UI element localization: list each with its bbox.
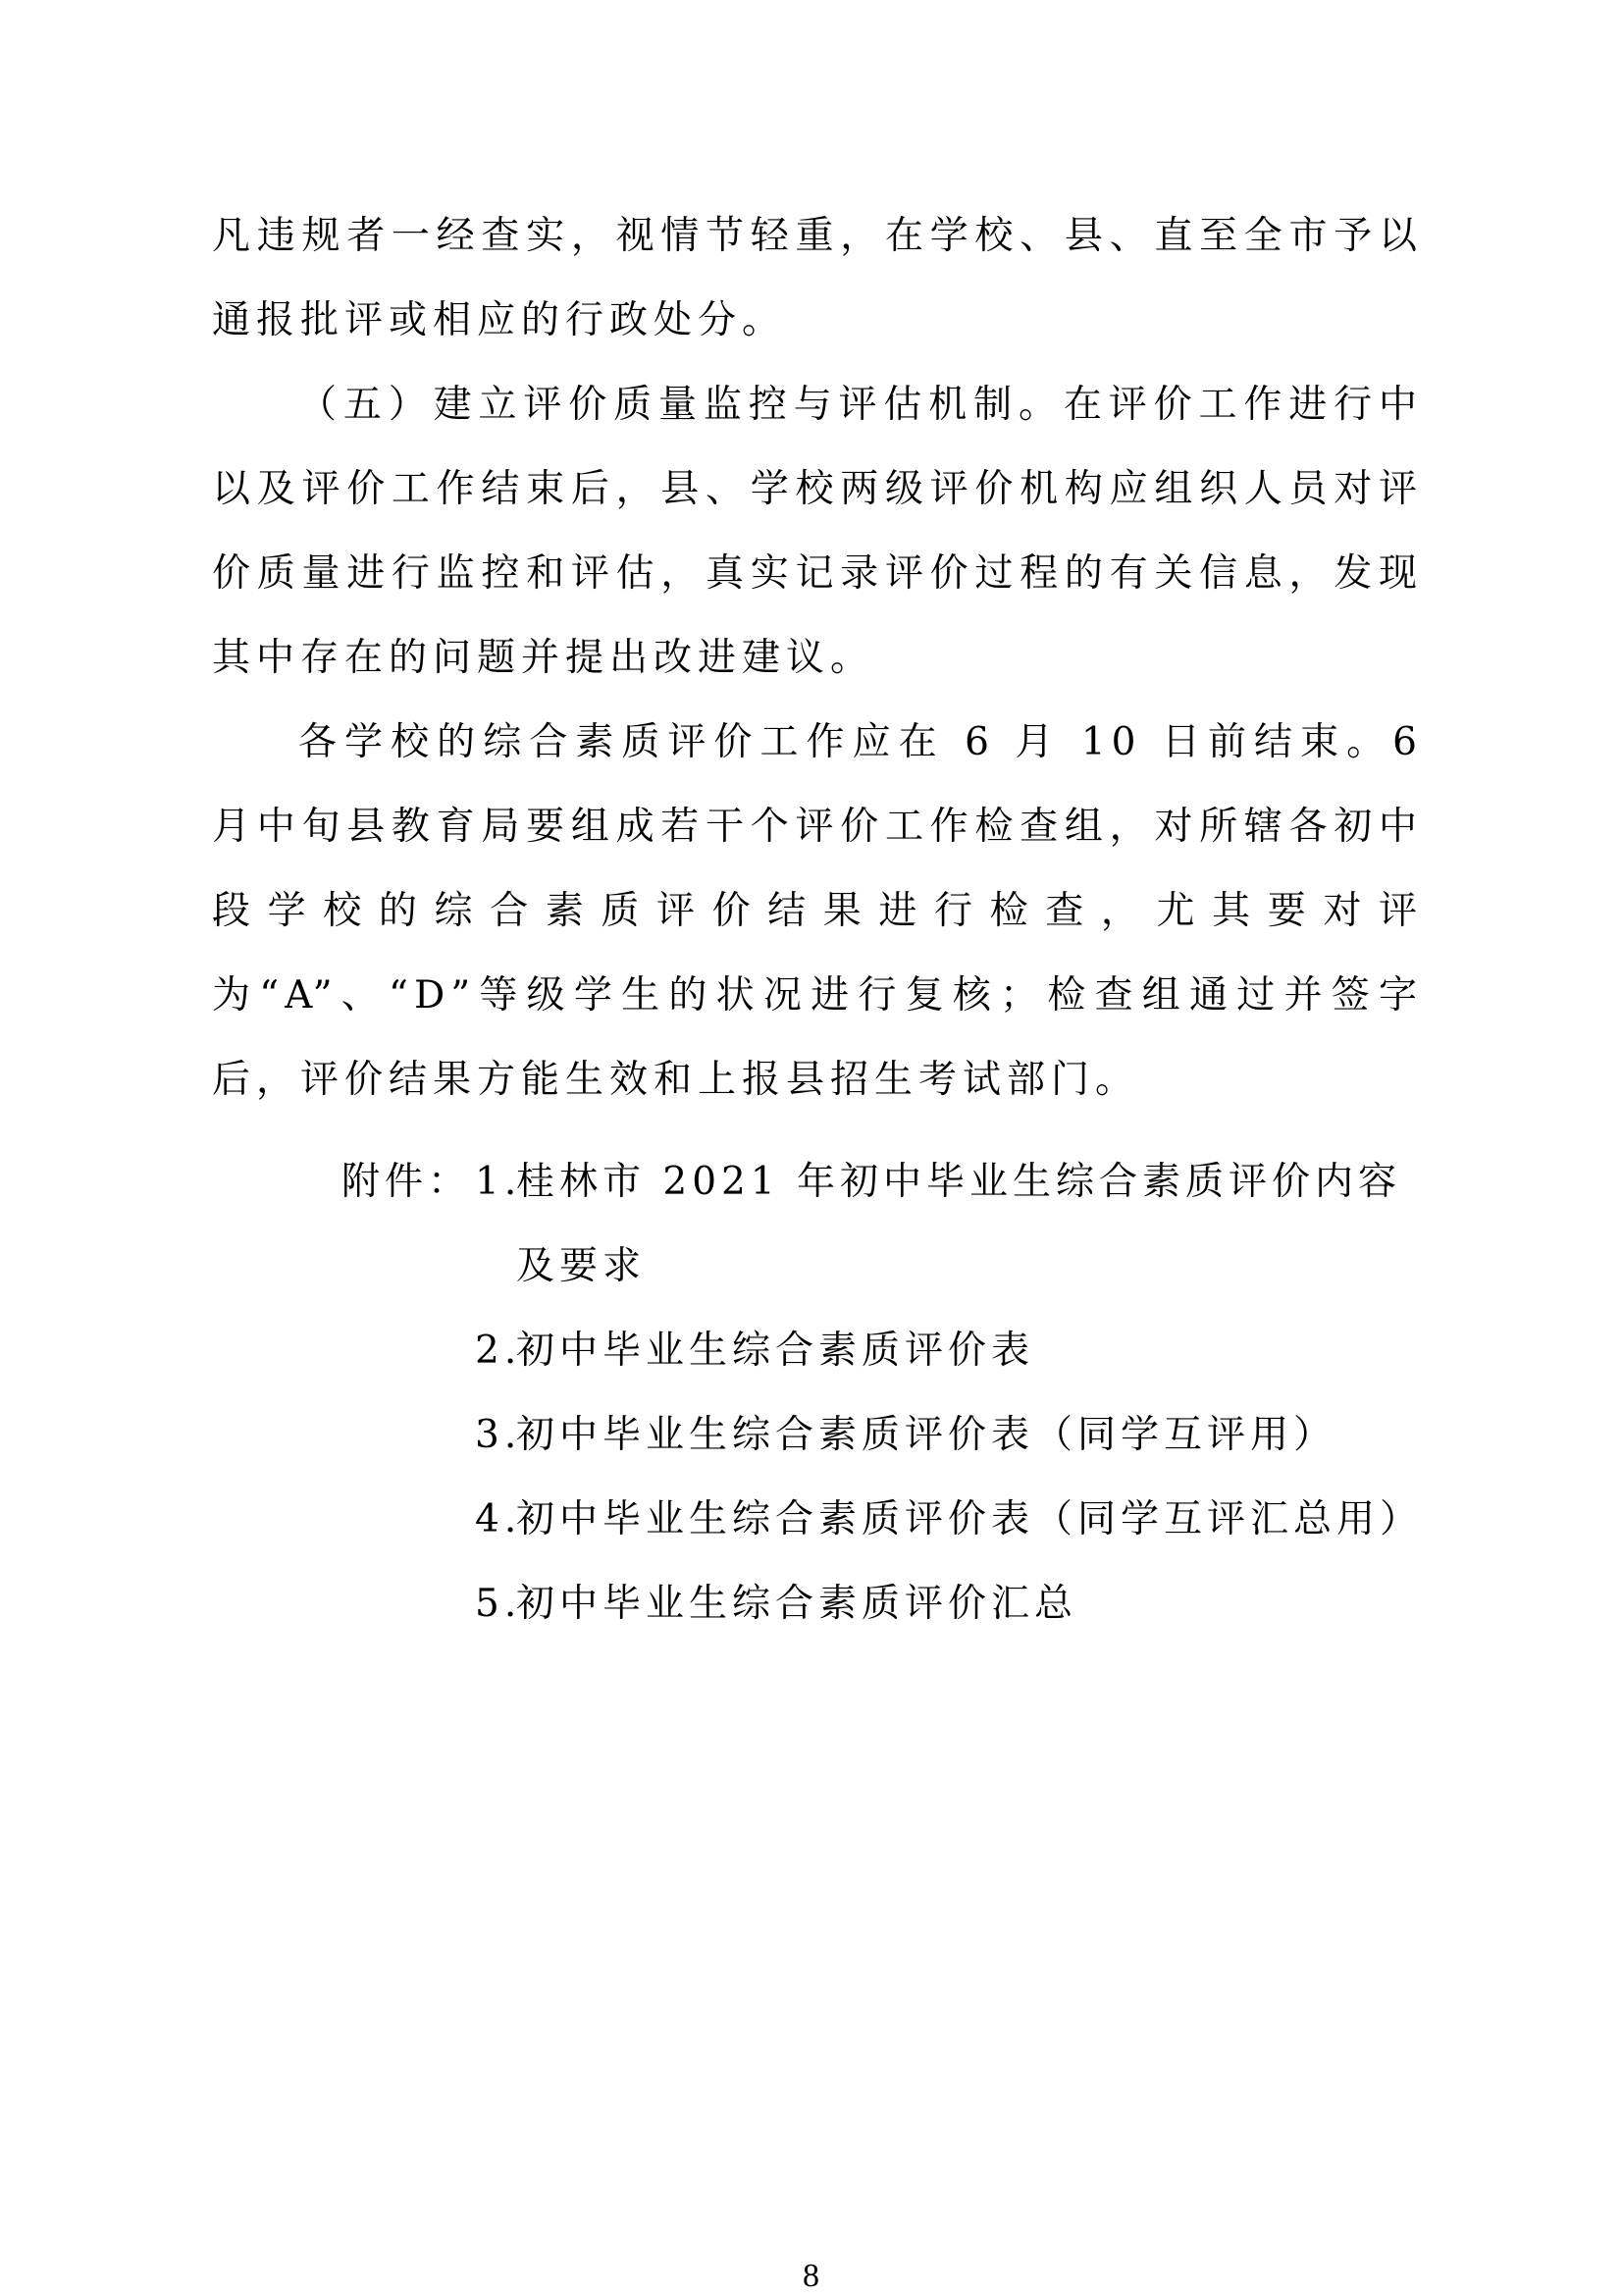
list-item — [341, 1393, 1431, 1478]
page-number: 8 — [803, 2258, 819, 2294]
paragraph-quality-monitoring: （五）建立评价质量监控与评估机制。在评价工作进行中以及评价工作结束后，县、学校两级评价机构应组织人员对评价质量进行监控和评估，真实记录评价过程的有关信息，发现其中存在的问题并提出改进建议。 — [212, 383, 1423, 680]
attachment-number: 3. — [475, 1413, 522, 1457]
attachment-number: 2. — [475, 1329, 522, 1373]
list-item — [341, 1562, 1431, 1646]
attachment-title: 桂林市 2021 年初中毕业生综合素质评价内容及要求 — [516, 1160, 1402, 1288]
paragraph-deadline: 各学校的综合素质评价工作应在 6 月 10 日前结束。6 月中旬县教育局要组成若干个评价工作检查组，对所辖各初中段学校的综合素质评价结果进行检查，尤其要对评为“A”、“D”等级学生的状况进行复核；检查组通过并签字后，评价结果方能生效和上报县招生考试部门。 — [212, 720, 1423, 1102]
list-item — [341, 1309, 1431, 1393]
attachment-number: 1. — [475, 1160, 522, 1204]
paragraph-penalty: 凡违规者一经查实，视情节轻重，在学校、县、直至全市予以通报批评或相应的行政处分。 — [212, 214, 1423, 342]
attachments-list — [341, 1140, 1431, 1646]
attachment-number: 5. — [475, 1582, 522, 1626]
list-item — [341, 1140, 1431, 1309]
attachment-title: 初中毕业生综合素质评价表 — [516, 1329, 1035, 1373]
attachments-label: 附件： — [341, 1160, 472, 1204]
attachment-title: 初中毕业生综合素质评价表（同学互评用） — [516, 1413, 1337, 1457]
list-item — [341, 1478, 1431, 1562]
attachment-number: 4. — [475, 1497, 522, 1541]
body-text — [212, 194, 1423, 1122]
attachment-title: 初中毕业生综合素质评价表（同学互评汇总用） — [516, 1497, 1424, 1541]
attachment-title: 初中毕业生综合素质评价汇总 — [516, 1582, 1078, 1626]
